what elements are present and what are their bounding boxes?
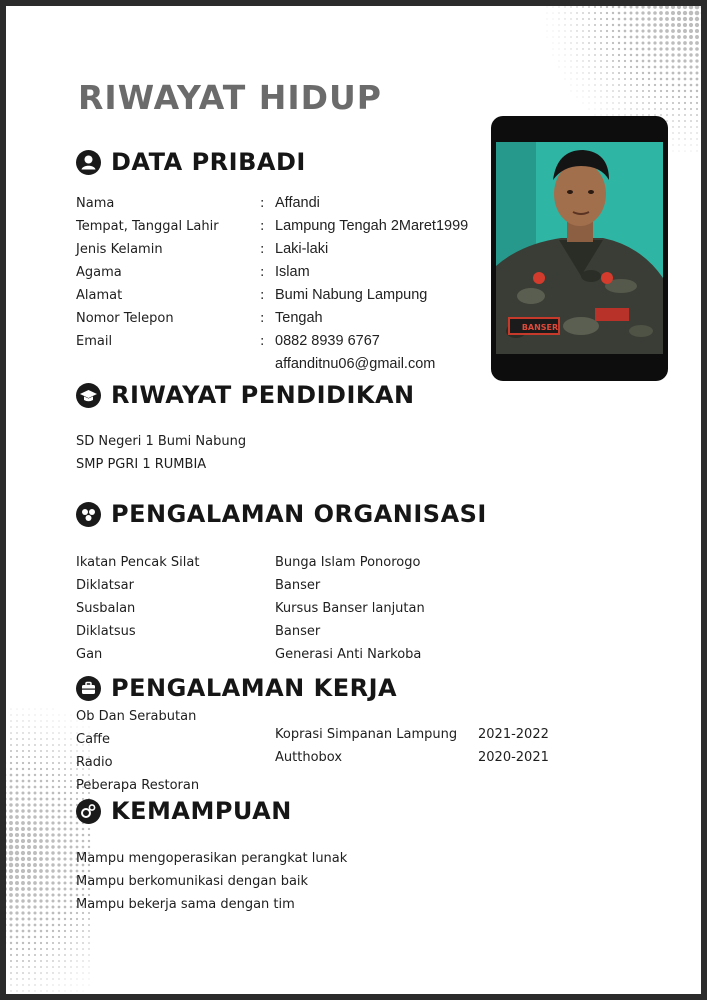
field-value-telepon: Tengah [275, 310, 323, 326]
org-name: Susbalan [76, 601, 136, 616]
cv-page [6, 6, 701, 994]
field-value-alamat: Bumi Nabung Lampung [275, 287, 428, 303]
field-colon: : [260, 334, 265, 349]
profile-photo [491, 116, 668, 381]
field-colon: : [260, 196, 265, 211]
field-label-nama: Nama [76, 196, 115, 211]
briefcase-icon [76, 676, 101, 701]
field-colon: : [260, 242, 265, 257]
field-label-ttl: Tempat, Tanggal Lahir [76, 219, 219, 234]
org-detail: Bunga Islam Ponorogo [275, 555, 421, 570]
field-colon: : [260, 288, 265, 303]
job-place: Autthobox [275, 750, 343, 765]
section-heading: DATA PRIBADI [111, 148, 306, 176]
field-value-agama: Islam [275, 264, 310, 280]
work-item: Ob Dan Serabutan [76, 709, 197, 724]
field-colon: : [260, 311, 265, 326]
job-years: 2021-2022 [478, 727, 549, 742]
org-name: Diklatsus [76, 624, 136, 639]
field-colon: : [260, 219, 265, 234]
field-value-jenis-kelamin: Laki-laki [275, 241, 329, 257]
section-kemampuan [76, 797, 292, 825]
org-name: Ikatan Pencak Silat [76, 555, 200, 570]
section-heading: RIWAYAT PENDIDIKAN [111, 381, 415, 409]
group-icon [76, 502, 101, 527]
user-icon [76, 150, 101, 175]
gears-icon [76, 799, 101, 824]
work-item: Caffe [76, 732, 110, 747]
skill-item: Mampu berkomunikasi dengan baik [76, 874, 309, 889]
job-years: 2020-2021 [478, 750, 549, 765]
field-label-email: Email [76, 334, 113, 349]
field-label-telepon: Nomor Telepon [76, 311, 174, 326]
org-name: Gan [76, 647, 103, 662]
org-detail: Generasi Anti Narkoba [275, 647, 422, 662]
org-detail: Banser [275, 624, 321, 639]
field-label-jenis-kelamin: Jenis Kelamin [76, 242, 163, 257]
org-detail: Kursus Banser lanjutan [275, 601, 425, 616]
section-kerja [76, 674, 397, 702]
section-heading: KEMAMPUAN [111, 797, 292, 825]
section-pendidikan [76, 381, 415, 409]
section-data-pribadi [76, 148, 306, 176]
page-title: RIWAYAT HIDUP [78, 78, 382, 117]
dot-pattern-bottom-left [6, 706, 92, 994]
graduation-cap-icon [76, 383, 101, 408]
job-place: Koprasi Simpanan Lampung [275, 727, 458, 742]
section-heading: PENGALAMAN ORGANISASI [111, 500, 487, 528]
field-value-ttl: Lampung Tengah 2Maret1999 [275, 218, 469, 234]
education-item: SD Negeri 1 Bumi Nabung [76, 434, 247, 449]
section-heading: PENGALAMAN KERJA [111, 674, 398, 702]
portrait-illustration [491, 116, 668, 381]
field-value-nama: Affandi [275, 195, 320, 211]
work-item: Peberapa Restoran [76, 778, 200, 793]
skill-item: Mampu bekerja sama dengan tim [76, 897, 295, 912]
field-label-agama: Agama [76, 265, 122, 280]
field-value-email-address: affanditnu06@gmail.com [275, 356, 436, 372]
section-organisasi [76, 500, 487, 528]
org-detail: Banser [275, 578, 321, 593]
org-name: Diklatsar [76, 578, 134, 593]
field-value-email: 0882 8939 6767 [275, 333, 380, 349]
skill-item: Mampu mengoperasikan perangkat lunak [76, 851, 348, 866]
field-colon: : [260, 265, 265, 280]
education-item: SMP PGRI 1 RUMBIA [76, 457, 207, 472]
photo-patch-text: BANSER [521, 323, 559, 332]
field-label-alamat: Alamat [76, 288, 123, 303]
work-item: Radio [76, 755, 113, 770]
